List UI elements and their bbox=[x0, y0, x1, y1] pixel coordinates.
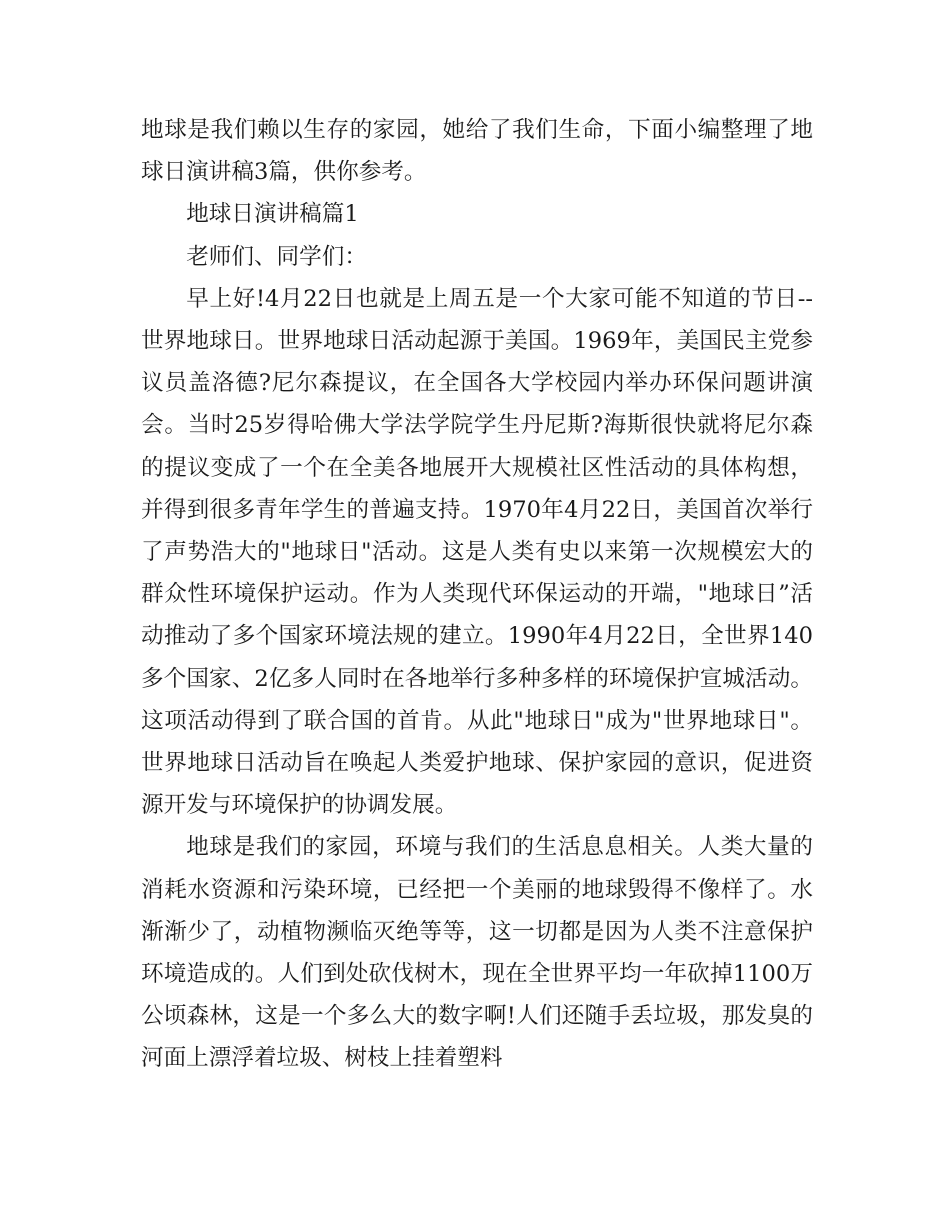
body-paragraph-1: 早上好!4月22日也就是上周五是一个大家可能不知道的节日--世界地球日。世界地球日活动起源于美国。1969年，美国民主党参议员盖洛德?尼尔森提议，在全国各大学校园内举办环保问题讲演会。当时25岁得哈佛大学法学院学生丹尼斯?海斯很快就将尼尔森的提议变成了一个在全美各地展开大规模社区性活动的具体构想，并得到很多青年学生的普遍支持。1970年4月22日，美国首次举行了声势浩大的"地球日"活动。这是人类有史以来第一次规模宏大的群众性环境保护运动。作为人类现代环保运动的开端，"地球日”活动推动了多个国家环境法规的建立。1990年4月22日，全世界140多个国家、2亿多人同时在各地举行多种多样的环境保护宣城活动。这项活动得到了联合国的首肯。从此"地球日"成为"世界地球日"。世界地球日活动旨在唤起人类爱护地球、保护家园的意识，促进资源开发与环境保护的协调发展。 bbox=[141, 285, 813, 819]
salutation: 老师们、同学们： bbox=[186, 243, 367, 270]
intro-paragraph: 地球是我们赖以生存的家园，她给了我们生命，下面小编整理了地球日演讲稿3篇，供你参考。 bbox=[141, 117, 813, 186]
section-title: 地球日演讲稿篇1 bbox=[186, 201, 359, 228]
body-paragraph-2: 地球是我们的家园，环境与我们的生活息息相关。人类大量的消耗水资源和污染环境，已经把一个美丽的地球毁得不像样了。水渐渐少了，动植物濒临灭绝等等，这一切都是因为人类不注意保护环境造成的。人们到处砍伐树木，现在全世界平均一年砍掉1100万公顷森林，这是一个多么大的数字啊!人们还随手丢垃圾，那发臭的河面上漂浮着垃圾、树枝上挂着塑料 bbox=[141, 834, 813, 1072]
document-body bbox=[141, 109, 813, 1080]
